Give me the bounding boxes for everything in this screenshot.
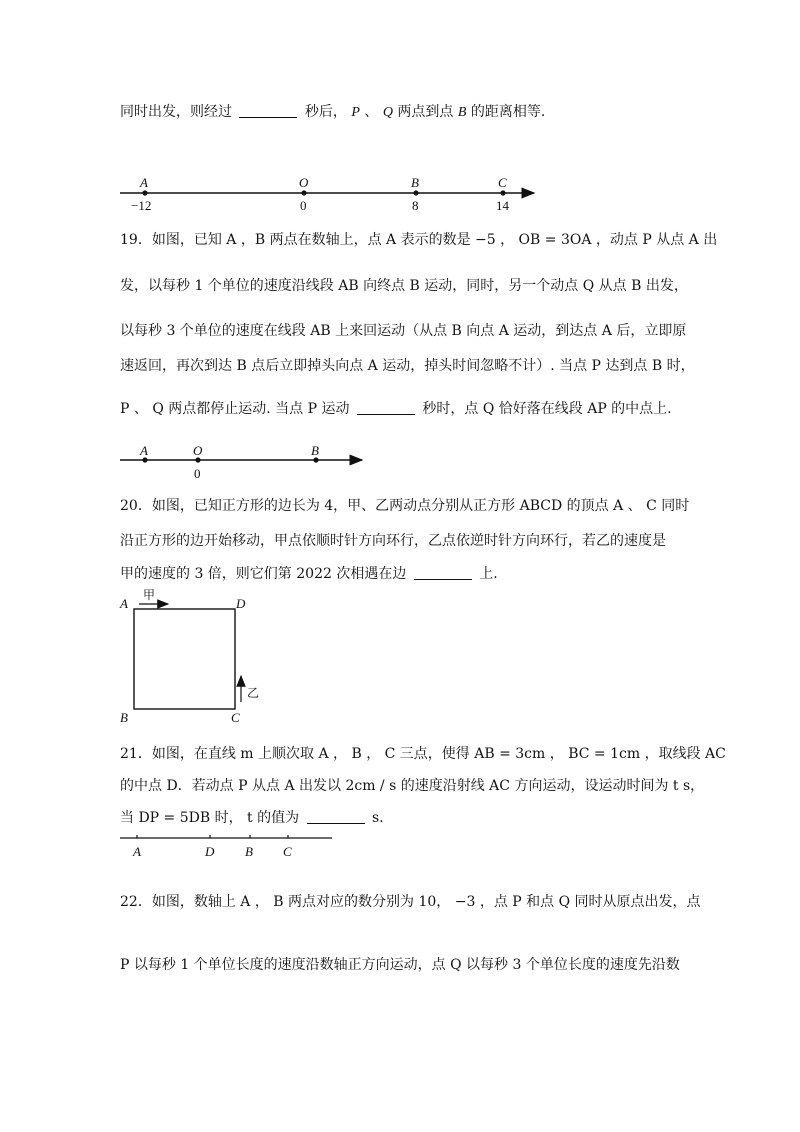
q19-point-a <box>142 457 147 462</box>
q21-line-3-b: s． <box>372 810 394 826</box>
q18-var-b: B <box>457 105 467 120</box>
q18-value-c: 14 <box>496 198 509 213</box>
q18-value-a: −12 <box>131 198 152 213</box>
q18-label-b: B <box>411 175 419 190</box>
q19-answer-blank[interactable] <box>357 400 415 415</box>
q19-label-b: B <box>311 443 319 458</box>
q21-label-b: B <box>245 844 253 859</box>
q21-answer-blank[interactable] <box>307 809 365 824</box>
q21-line-2: 的中点 D．若动点 P 从点 A 出发以 2cm / s 的速度沿射线 AC 方向运动，设运动时间为 t s， <box>120 778 705 794</box>
q18-sep: 、 <box>364 104 379 120</box>
q18-label-a: A <box>140 175 148 190</box>
q19-line-5 <box>120 399 672 419</box>
q18-text-d: 的距离相等. <box>470 104 546 120</box>
q20-line-3-b: 上. <box>479 566 498 582</box>
q21-label-a: A <box>133 844 141 859</box>
q18-point-a <box>142 190 147 195</box>
q18-point-c <box>500 190 505 195</box>
q19-value-o: 0 <box>194 466 201 481</box>
q18-point-b <box>413 190 418 195</box>
q20-square <box>134 609 235 709</box>
q19-line-1: 19．如图，已知 A ，B 两点在数轴上，点 A 表示的数是 −5 ， OB = 3OA ，动点 P 从点 A 出 <box>120 232 718 248</box>
q20-label-c: C <box>231 710 240 725</box>
q20-answer-blank[interactable] <box>414 565 472 580</box>
q21-line-1: 21．如图，在直线 m 上顺次取 A ， B ， C 三点，使得 AB = 3cm ， BC = 1cm ，取线段 AC <box>120 746 726 762</box>
q18-var-p: P <box>351 105 360 120</box>
q20-label-jia: 甲 <box>143 588 156 602</box>
q19-number-line <box>120 443 362 481</box>
q21-line-3-a: 当 DP = 5DB 时， t 的值为 <box>120 810 300 826</box>
q19-line-2: 发，以每秒 1 个单位的速度沿线段 AB 向终点 B 运动，同时，另一个动点 Q 从点 B 出发， <box>120 278 688 294</box>
q21-label-c: C <box>283 844 292 859</box>
q18-label-c: C <box>498 175 507 190</box>
q19-line-3: 以每秒 3 个单位的速度在线段 AB 上来回运动（从点 B 向点 A 运动，到达点 A 后，立即原 <box>120 323 687 339</box>
q21-line-figure <box>120 835 332 859</box>
q18-text-c: 两点到点 <box>397 104 454 120</box>
q18-value-o: 0 <box>300 198 307 213</box>
q19-label-o: O <box>193 443 203 458</box>
q18-label-o: O <box>299 175 309 190</box>
q18-value-b: 8 <box>412 198 419 213</box>
q21-label-d: D <box>205 844 215 859</box>
q18-number-line <box>120 175 534 213</box>
q20-square-figure <box>119 588 259 725</box>
q19-line-4: 速返回，再次到达 B 点后立即掉头向点 A 运动，掉头时间忽略不计）. 当点 P 达到点 B 时， <box>120 358 695 374</box>
q20-label-yi: 乙 <box>247 686 260 700</box>
q20-label-a: A <box>120 596 128 611</box>
q19-point-b <box>313 457 318 462</box>
q18-var-q: Q <box>382 105 393 120</box>
q19-label-a: A <box>140 443 148 458</box>
q20-label-d: D <box>236 596 246 611</box>
q22-line-2: P 以每秒 1 个单位长度的速度沿数轴正方向运动，点 Q 以每秒 3 个单位长度的速度先沿数 <box>120 957 680 973</box>
q20-line-2: 沿正方形的边开始移动，甲点依顺时针方向环行，乙点依逆时针方向环行，若乙的速度是 <box>120 533 666 549</box>
q19-line-5-b: 秒时，点 Q 恰好落在线段 AP 的中点上. <box>422 401 672 417</box>
q19-point-o <box>195 457 200 462</box>
q18-point-o <box>301 190 306 195</box>
q22-line-1: 22．如图，数轴上 A ， B 两点对应的数分别为 10， −3 ，点 P 和点 Q 同时从原点出发，点 <box>120 894 701 910</box>
q20-line-3-a: 甲的速度的 3 倍，则它们第 2022 次相遇在边 <box>120 566 407 582</box>
q20-line-1: 20．如图，已知正方形的边长为 4，甲、乙两动点分别从正方形 ABCD 的顶点 A 、 C 同时 <box>120 498 690 514</box>
q21-line-3 <box>120 808 393 828</box>
q19-line-5-a: P 、 Q 两点都停止运动. 当点 P 运动 <box>120 401 350 417</box>
q18-text-a: 同时出发，则经过 <box>120 104 232 120</box>
q20-label-b: B <box>120 710 128 725</box>
q18-text-b: 秒后， <box>304 104 347 120</box>
q20-line-3 <box>120 564 498 584</box>
